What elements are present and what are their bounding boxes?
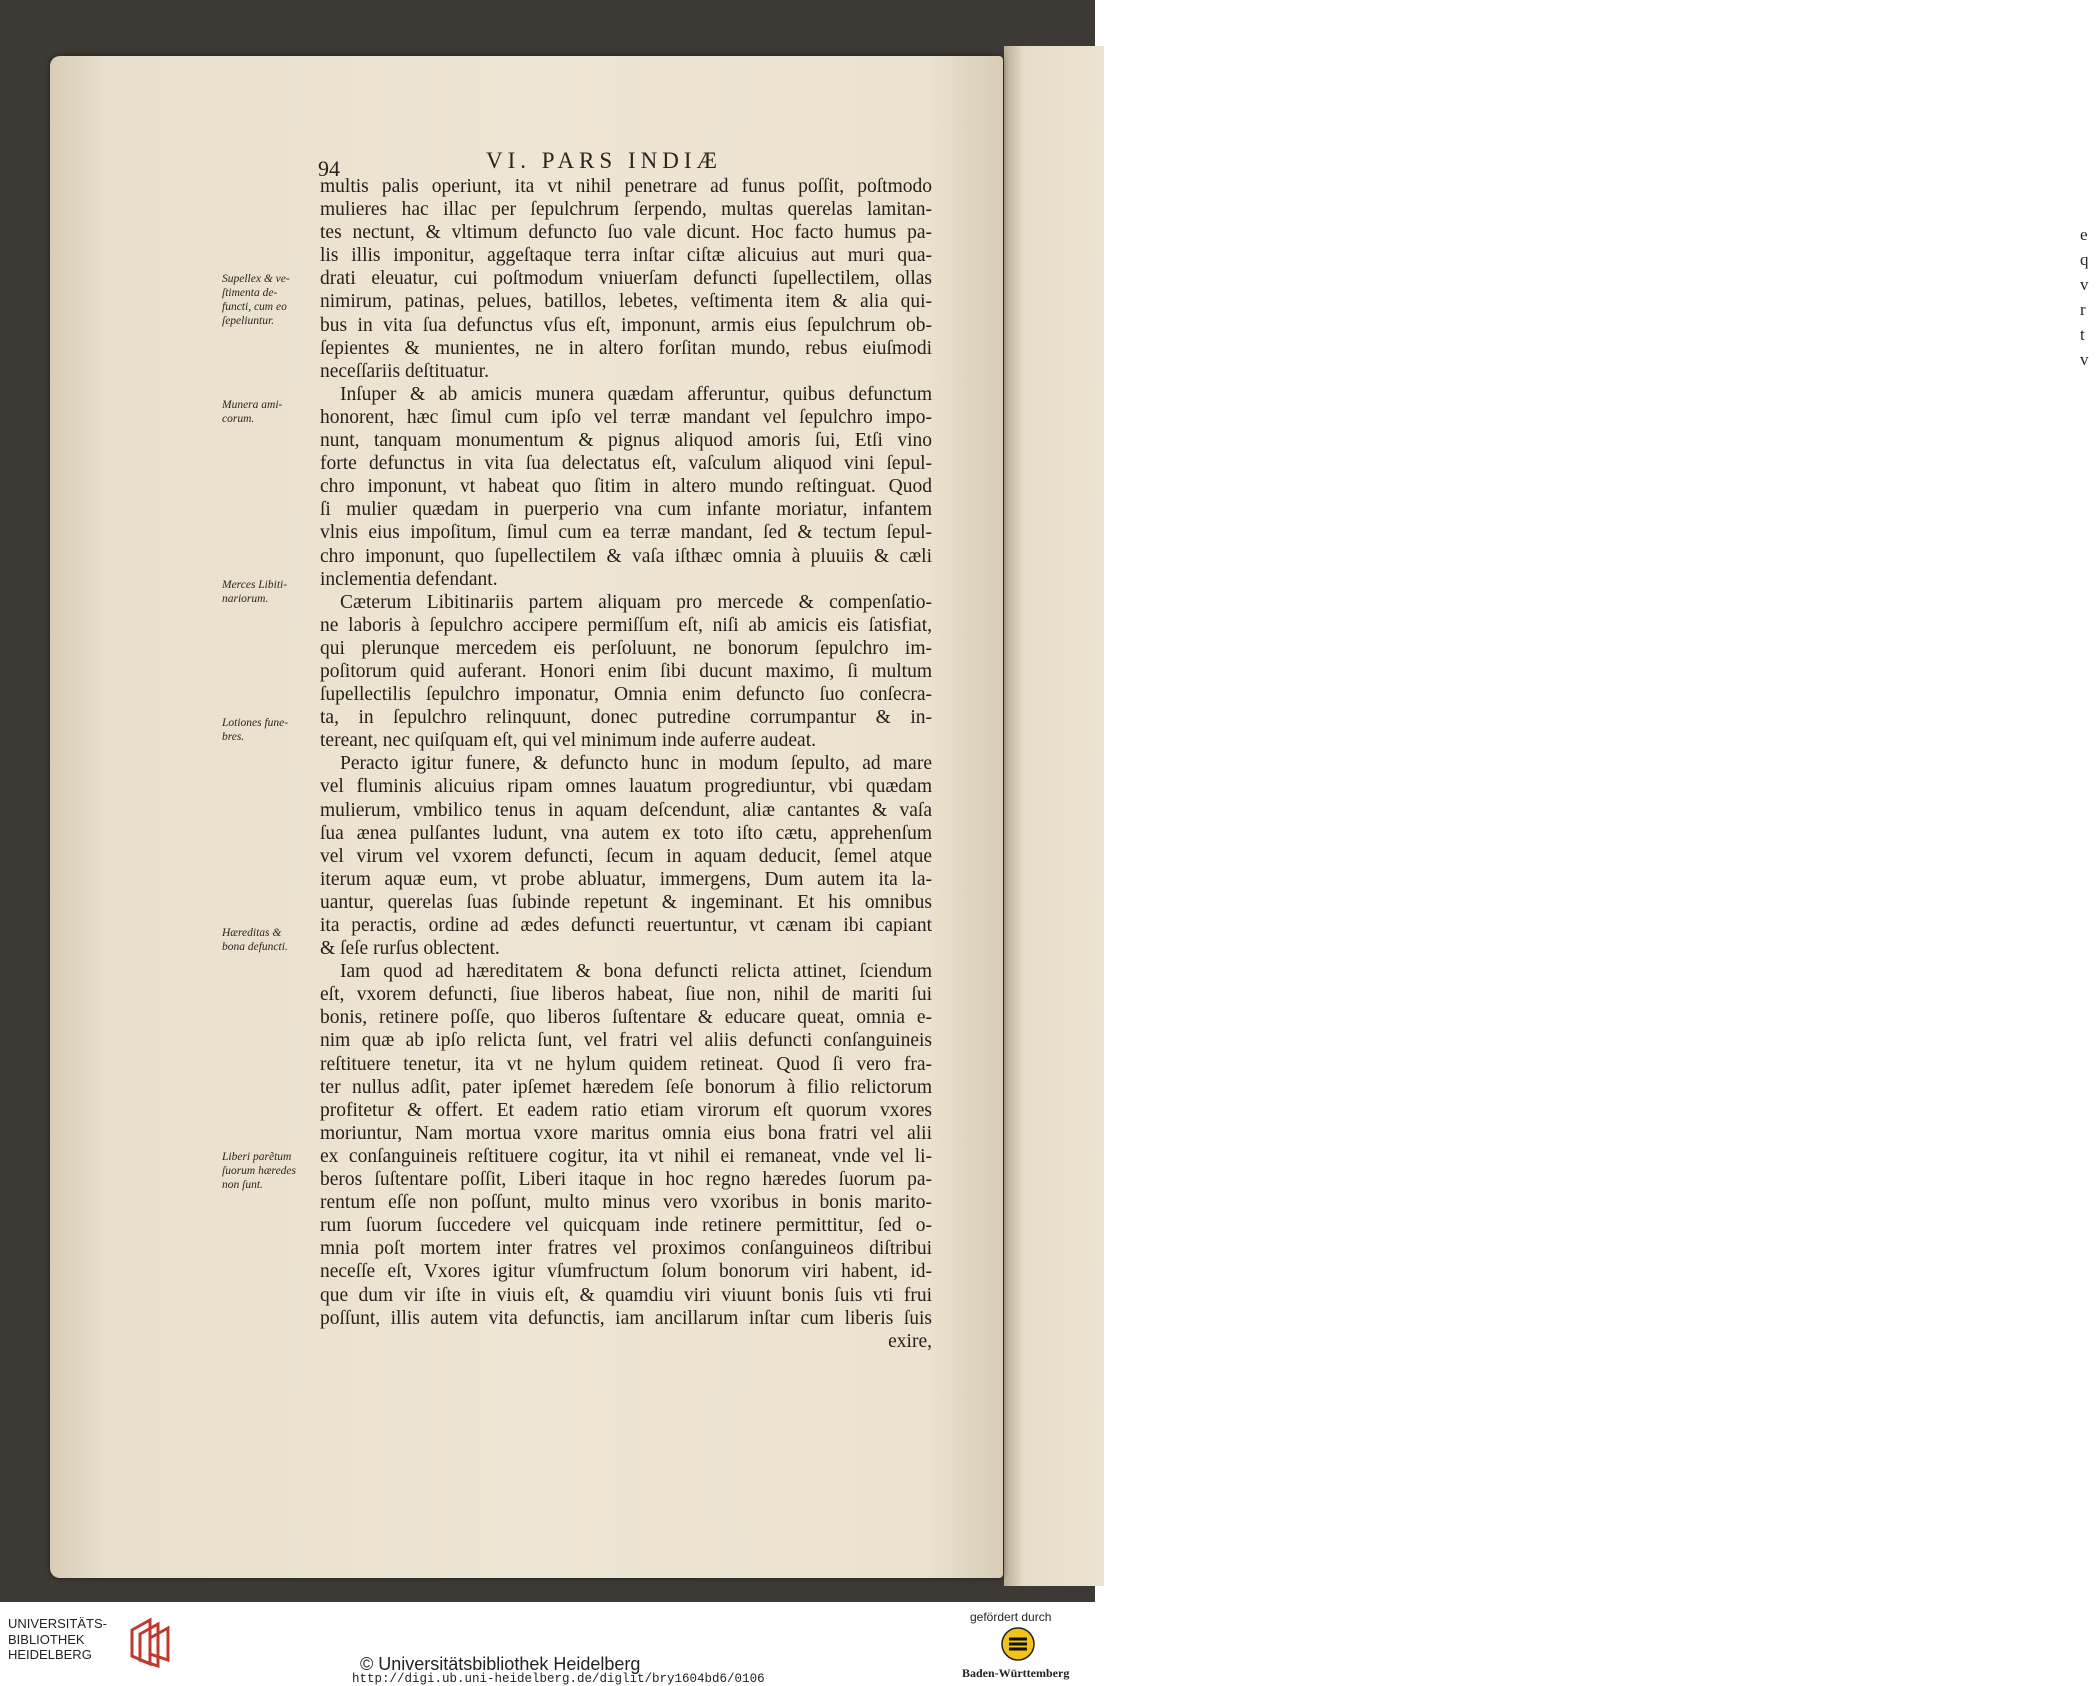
margin-note bbox=[222, 578, 318, 606]
page-header bbox=[296, 148, 856, 181]
margin-note-line: functi, cum eo bbox=[222, 301, 287, 313]
running-head: VI. PARS INDIÆ bbox=[486, 148, 722, 173]
text-line: drati eleuatur, cui poſtmodum vniuerſam defuncti ſupellectilem, ollas bbox=[320, 268, 932, 290]
text-line: honorent, hæc ſimul cum ipſo vel terræ mandant vel ſepulchro impo- bbox=[320, 406, 932, 428]
margin-note-line: ſepeliuntur. bbox=[222, 315, 275, 327]
margin-note-line: ſtimenta de- bbox=[222, 287, 278, 299]
text-line: multis palis operiunt, ita vt nihil penetrare ad funus poſſit, poſtmodo bbox=[320, 176, 932, 197]
text-line: rentum eſſe non poſſunt, multo minus vero vxoribus in bonis marito- bbox=[320, 1192, 932, 1214]
margin-note bbox=[222, 716, 318, 744]
text-line: vel virum vel vxorem defuncti, ſecum in aquam deducit, ſemel atque bbox=[320, 845, 932, 867]
text-line: nimirum, patinas, pelues, batillos, lebetes, veſtimenta item & alia qui- bbox=[320, 291, 932, 313]
text-line: tereant, nec quiſquam eſt, qui vel minimum inde auferre audeat. bbox=[320, 730, 816, 752]
text-line: Iam quod ad hæreditatem & bona defuncti relicta attinet, ſciendum bbox=[340, 961, 932, 983]
text-line: Peracto igitur funere, & defuncto hunc in modum ſepulto, ad mare bbox=[340, 753, 932, 775]
funder-name: Baden-Württemberg bbox=[962, 1666, 1070, 1680]
text-line: uantur, querelas ſuas ſubinde repetunt & ingeminant. Et his omnibus bbox=[320, 891, 932, 913]
text-line: ſupellectilis ſepulchro imponatur, Omnia enim defuncto ſuo conſecra- bbox=[320, 684, 932, 706]
margin-note-line: Munera ami- bbox=[222, 399, 283, 411]
next-page-fragment: v bbox=[2080, 275, 2089, 294]
next-page-fragment: v bbox=[2080, 350, 2089, 369]
institution-line: HEIDELBERG bbox=[8, 1647, 92, 1662]
margin-note-line: nariorum. bbox=[222, 593, 269, 605]
next-page-fragment: q bbox=[2080, 250, 2089, 269]
margin-note bbox=[222, 1150, 318, 1192]
text-line: beros ſuſtentare poſſit, Liberi itaque in hoc regno hæredes ſuorum pa- bbox=[320, 1169, 932, 1191]
margin-note-line: Hæreditas & bbox=[222, 927, 282, 939]
text-line: & ſeſe rurſus oblectent. bbox=[320, 938, 500, 960]
margin-note-line: Supellex & ve- bbox=[222, 273, 290, 285]
page-number: 94 bbox=[318, 156, 340, 181]
text-line: iterum aquæ eum, vt probe abluatur, immergens, Dum autem ita la- bbox=[320, 868, 932, 890]
text-line: rum ſuorum ſuccedere vel quicquam inde retinere permittitur, ſed o- bbox=[320, 1215, 932, 1237]
text-line: tes nectunt, & vltimum defuncto ſuo vale dicunt. Hoc facto humus pa- bbox=[320, 222, 932, 244]
text-line: ta, in ſepulchro relinquunt, donec putredine corrumpantur & in- bbox=[320, 707, 932, 729]
body-text bbox=[320, 175, 932, 1353]
text-line: inclementia defendant. bbox=[320, 568, 498, 590]
margin-note bbox=[222, 398, 318, 426]
text-line: bonis, retinere poſſe, quo liberos ſuſtentare & educare queat, omnia e- bbox=[320, 1007, 932, 1029]
source-url-link[interactable]: http://digi.ub.uni-heidelberg.de/diglit/bry1604bd6/0106 bbox=[352, 1672, 765, 1686]
text-line: Inſuper & ab amicis munera quædam afferuntur, quibus defunctum bbox=[340, 383, 932, 405]
margin-note-line: non ſunt. bbox=[222, 1179, 263, 1191]
margin-note-line: ſuorum hæredes bbox=[222, 1165, 297, 1177]
university-logo-icon bbox=[128, 1616, 176, 1668]
margin-note-line: corum. bbox=[222, 413, 255, 425]
institution-line: BIBLIOTHEK bbox=[8, 1631, 85, 1647]
next-page-fragment: t bbox=[2080, 325, 2085, 344]
text-line: ter nullus adſit, pater ipſemet hæredem ſeſe bonorum à filio relictorum bbox=[320, 1076, 932, 1098]
text-line: eſt, vxorem defuncti, ſiue liberos habeat, ſiue non, nihil de mariti ſui bbox=[320, 984, 932, 1006]
margin-note-line: bona defuncti. bbox=[222, 941, 288, 953]
margin-note-line: Liberi parẽtum bbox=[222, 1151, 292, 1163]
text-line: moriuntur, Nam mortua vxore maritus omnia eius bona fratri vel alii bbox=[320, 1122, 932, 1144]
text-line: poſſunt, illis autem vita defunctis, iam ancillarum inſtar cum liberis ſuis bbox=[320, 1307, 932, 1329]
text-line: neceſſe eſt, Vxores igitur vſumfructum ſolum bonorum viri habent, id- bbox=[320, 1261, 932, 1283]
margin-note bbox=[222, 272, 318, 328]
footer bbox=[0, 1602, 1095, 1686]
margin-note-line: Lotiones fune- bbox=[222, 717, 289, 729]
text-line: nim quæ ab ipſo relicta ſunt, vel fratri vel aliis defuncti conſanguineis bbox=[320, 1030, 932, 1052]
text-line: ex conſanguineis reſtituere cogitur, ita vt nihil ei remaneat, vnde vel li- bbox=[320, 1145, 932, 1167]
margin-note-line: bres. bbox=[222, 731, 245, 743]
institution-name bbox=[8, 1616, 107, 1663]
text-line: chro imponunt, vt habeat quo ſitim in altero mundo reſtinguat. Quod bbox=[320, 476, 932, 498]
text-line: ſua ænea pulſantes ludunt, vna autem ex toto iſto cætu, apprehenſum bbox=[320, 822, 932, 844]
text-line: neceſſariis deſtituatur. bbox=[320, 360, 489, 382]
text-line: chro imponunt, quo ſupellectilem & vaſa iſthæc omnia à pluuiis & cæli bbox=[320, 545, 932, 567]
text-line: qui plerunque mercedem eis perſoluunt, ne bonorum ſepulchro im- bbox=[320, 637, 932, 659]
text-line: exire, bbox=[888, 1330, 932, 1352]
next-page-edge bbox=[1004, 46, 2089, 1586]
text-line: bus in vita ſua defunctus vſus eſt, imponunt, armis eius ſepulchrum ob- bbox=[320, 314, 932, 336]
text-line: vlnis eius impoſitum, ſimul cum ea terræ mandant, ſed & tectum ſepul- bbox=[320, 522, 932, 544]
text-line: mnia poſt mortem inter fratres vel proximos conſanguineos diſtribui bbox=[320, 1238, 932, 1260]
next-page-fragments bbox=[2080, 222, 2100, 372]
next-page-fragment: e bbox=[2080, 225, 2088, 244]
text-line: ſepientes & munientes, ne in altero forſitan mundo, rebus eiuſmodi bbox=[320, 337, 932, 359]
text-line: forte defunctus in vita ſua delectatus eſt, vaſculum aliquod vini ſepul- bbox=[320, 453, 932, 475]
margin-note bbox=[222, 926, 318, 954]
text-line: poſitorum quid auferant. Honori enim ſibi ducunt maximo, ſi multum bbox=[320, 660, 932, 682]
text-line: que dum vir iſte in viuis eſt, & quamdiu viri viuunt bonis ſuis vti frui bbox=[320, 1284, 932, 1306]
text-line: vel fluminis alicuius ripam omnes lauatum progrediuntur, vbi quædam bbox=[320, 776, 932, 798]
text-line: nunt, tanquam monumentum & pignus aliquod amoris ſui, Etſi vino bbox=[320, 430, 932, 452]
text-line: lis illis imponitur, aggeſtaque terra inſtar ciſtæ alicuius aut muri qua- bbox=[320, 245, 932, 267]
text-line: reſtituere tenetur, ita vt ne hylum quidem retineat. Quod ſi vero fra- bbox=[320, 1053, 932, 1075]
text-line: mulieres hac illac per ſepulchrum ſerpendo, multas querelas lamitan- bbox=[320, 199, 932, 221]
text-line: profitetur & offert. Et eadem ratio etiam virorum eſt quorum vxores bbox=[320, 1099, 932, 1121]
text-line: ita peractis, ordine ad ædes defuncti reuertuntur, vt cænam ibi capiant bbox=[320, 915, 932, 936]
next-page-fragment: r bbox=[2080, 300, 2086, 319]
text-line: mulierum, vmbilico tenus in aquam deſcendunt, aliæ cantantes & vaſa bbox=[320, 799, 932, 821]
copyright-text: © Universitätsbibliothek Heidelberg bbox=[360, 1654, 641, 1674]
institution-line: UNIVERSITÄTS- bbox=[8, 1616, 107, 1631]
baden-wuerttemberg-crest-icon bbox=[1000, 1626, 1036, 1662]
text-line: Cæterum Libitinariis partem aliquam pro mercede & compenſatio- bbox=[340, 591, 932, 613]
margin-note-line: Merces Libiti- bbox=[222, 579, 288, 591]
text-line: ne laboris à ſepulchro accipere permiſſum eſt, niſi ab amicis eis ſatisfiat, bbox=[320, 614, 932, 636]
text-line: ſi mulier quædam in puerperio vna cum infante moriatur, infantem bbox=[320, 499, 932, 521]
funded-by-label: gefördert durch bbox=[970, 1610, 1052, 1624]
